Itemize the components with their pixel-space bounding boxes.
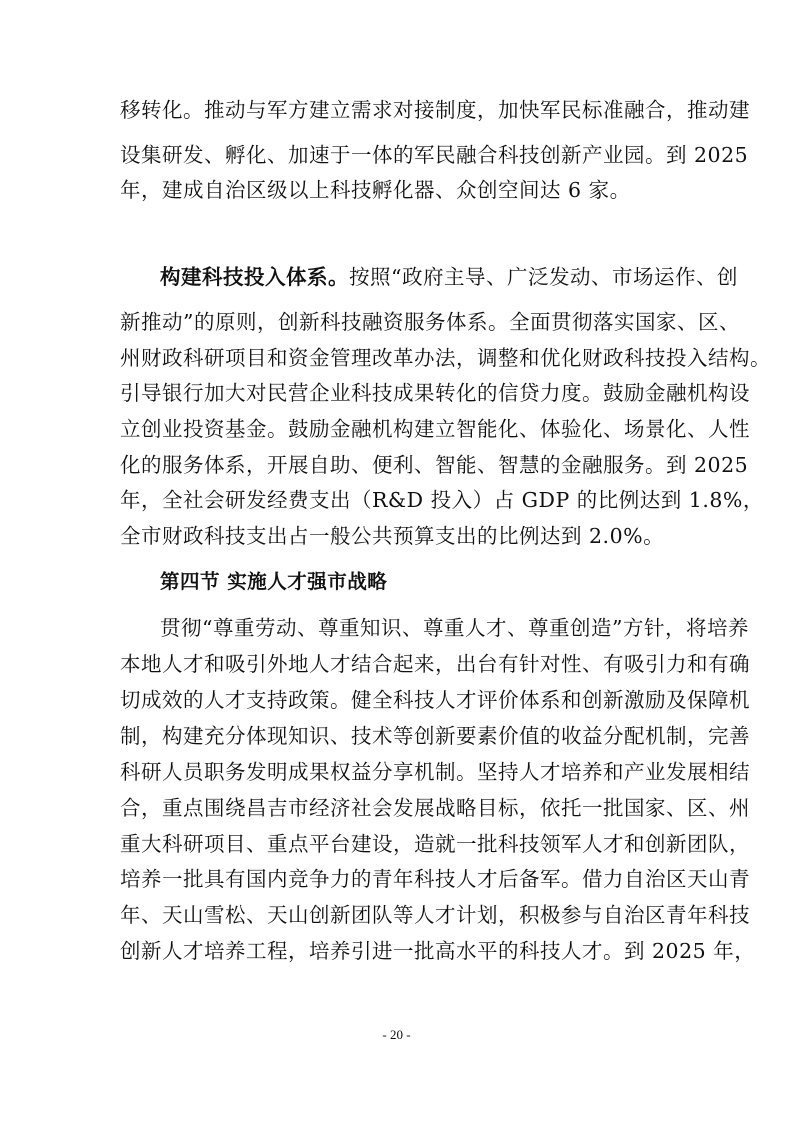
paragraph-3-line-3: 切成效的人才支持政策。健全科技人才评价体系和创新激励及保障机 — [120, 688, 750, 712]
paragraph-2-lead: 构建科技投入体系。 — [160, 265, 349, 289]
paragraph-3-line-10: 创新人才培养工程，培养引进一批高水平的科技人才。到 2025 年， — [120, 939, 756, 963]
paragraph-3-line-7: 重大科研项目、重点平台建设，造就一批科技领军人才和创新团队， — [120, 832, 750, 856]
paragraph-3-line-9: 年、天山雪松、天山创新团队等人才计划，积极参与自治区青年科技 — [120, 903, 750, 927]
paragraph-3-line-4: 制，构建充分体现知识、技术等创新要素价值的收益分配机制，完善 — [120, 724, 750, 748]
paragraph-3-line-2: 本地人才和吸引外地人才结合起来，出台有针对性、有吸引力和有确 — [120, 652, 750, 676]
paragraph-3-line-5: 科研人员职务发明成果权益分享机制。坚持人才培养和产业发展相结 — [120, 760, 750, 784]
paragraph-1-line-2: 设集研发、孵化、加速于一体的军民融合科技创新产业园。到 2025 — [120, 143, 749, 167]
paragraph-2-line-1-text: 按照“政府主导、广泛发动、市场运作、创 — [349, 265, 738, 289]
paragraph-2-line-3: 州财政科研项目和资金管理改革办法，调整和优化财政科技投入结构。 — [120, 346, 771, 370]
paragraph-3-line-8: 培养一批具有国内竞争力的青年科技人才后备军。借力自治区天山青 — [120, 867, 750, 891]
paragraph-2-line-1 — [160, 265, 738, 289]
paragraph-1-line-1: 移转化。推动与军方建立需求对接制度，加快军民标准融合，推动建 — [120, 98, 750, 122]
paragraph-2-line-6: 化的服务体系，开展自助、便利、智能、智慧的金融服务。到 2025 — [120, 453, 749, 477]
paragraph-1-line-3: 年，建成自治区级以上科技孵化器、众创空间达 6 家。 — [120, 178, 631, 202]
paragraph-3-line-1: 贯彻“尊重劳动、尊重知识、尊重人才、尊重创造”方针，将培养 — [160, 616, 749, 640]
paragraph-2-line-8: 全市财政科技支出占一般公共预算支出的比例达到 2.0%。 — [120, 524, 665, 548]
paragraph-3-line-6: 合，重点围绕昌吉市经济社会发展战略目标，依托一批国家、区、州 — [120, 796, 750, 820]
paragraph-2-line-7: 年，全社会研发经费支出（R&D 投入）占 GDP 的比例达到 1.8%， — [120, 488, 764, 512]
section-heading: 第四节 实施人才强市战略 — [160, 570, 388, 593]
paragraph-2-line-5: 立创业投资基金。鼓励金融机构建立智能化、体验化、场景化、人性 — [120, 417, 750, 441]
paragraph-2-line-2: 新推动”的原则，创新科技融资服务体系。全面贯彻落实国家、区、 — [120, 310, 740, 334]
page-number: - 20 - — [382, 1027, 411, 1042]
paragraph-2-line-4: 引导银行加大对民营企业科技成果转化的信贷力度。鼓励金融机构设 — [120, 381, 750, 405]
